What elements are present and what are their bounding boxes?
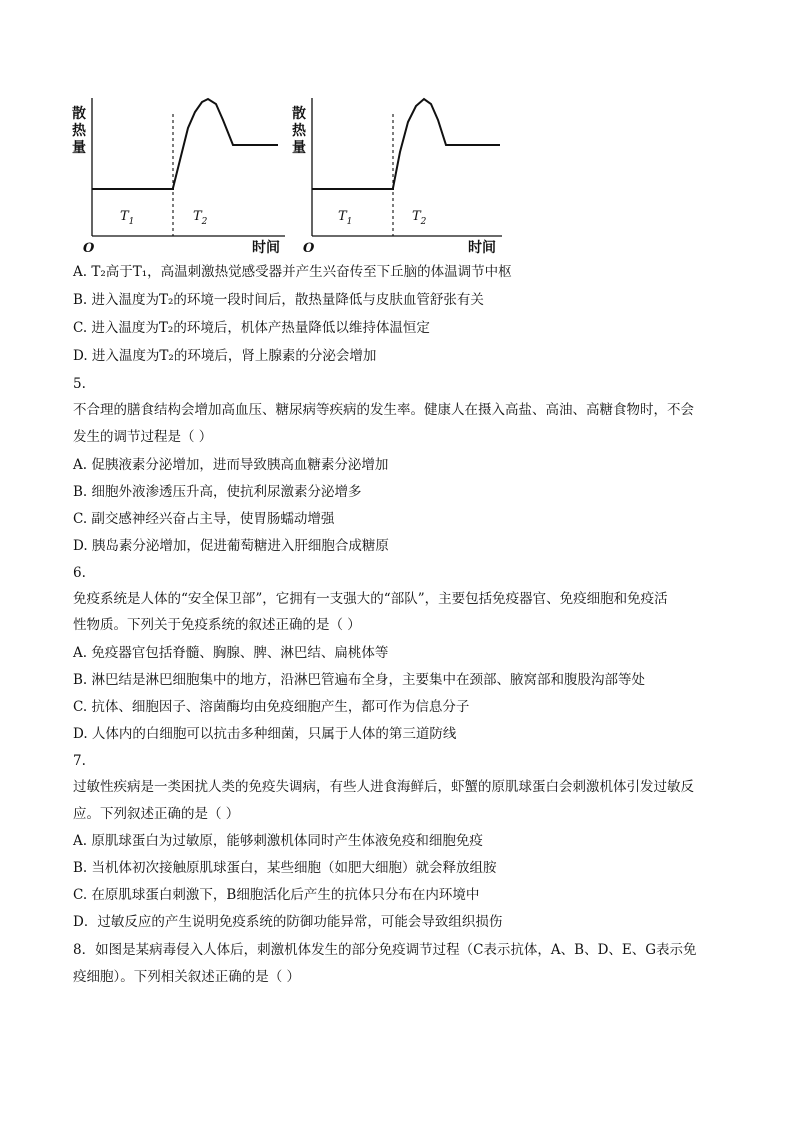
option-4b: B. 进入温度为T₂的环境一段时间后，散热量降低与皮肤血管舒张有关: [73, 292, 484, 308]
option-6a: A. 免疫器官包括脊髓、胸腺、脾、淋巴结、扁桃体等: [73, 645, 389, 661]
question-8-stem-cont: 疫细胞）。下列相关叙述正确的是（ ）: [73, 969, 301, 985]
question-7-stem-cont: 应。下列叙述正确的是（ ）: [73, 806, 240, 822]
question-6-stem-cont: 性物质。下列关于免疫系统的叙述正确的是（ ）: [73, 617, 361, 633]
question-6-stem: 免疫系统是人体的“安全保卫部”，它拥有一支强大的“部队”，主要包括免疫器官、免疫细胞和免疫活: [73, 591, 668, 607]
option-6c: C. 抗体、细胞因子、溶菌酶均由免疫细胞产生，都可作为信息分子: [73, 699, 470, 715]
ylabel-char: 量: [292, 140, 306, 156]
ylabel-char: 热: [292, 123, 306, 139]
region-t1-label: $T_1$: [338, 209, 353, 227]
option-7d: D．过敏反应的产生说明免疫系统的防御功能异常，可能会导致组织损伤: [73, 914, 503, 930]
option-6d: D. 人体内的白细胞可以抗击多种细菌，只属于人体的第三道防线: [73, 726, 457, 742]
heat-curve: [312, 99, 500, 189]
option-6b: B. 淋巴结是淋巴细胞集中的地方，沿淋巴管遍布全身，主要集中在颈部、腋窝部和腹股沟部等处: [73, 672, 646, 688]
ylabel-char: 热: [72, 123, 86, 139]
question-7-stem: 过敏性疾病是一类困扰人类的免疫失调病，有些人进食海鲜后，虾蟹的原肌球蛋白会刺激机体引发过敏反: [73, 779, 694, 795]
option-4a: A. T₂高于T₁，高温刺激热觉感受器并产生兴奋传至下丘脑的体温调节中枢: [73, 264, 512, 280]
figure-panel-1: [72, 98, 285, 256]
option-5b: B. 细胞外液渗透压升高，使抗利尿激素分泌增多: [73, 484, 362, 500]
question-number-7: 7.: [73, 753, 86, 769]
x-axis-label: 时间: [468, 240, 496, 256]
region-t1-label: $T_1$: [120, 209, 135, 227]
option-5d: D. 胰岛素分泌增加，促进葡萄糖进入肝细胞合成糖原: [73, 538, 389, 554]
region-t2-label: $T_2$: [193, 209, 208, 227]
option-7b: B. 当机体初次接触原肌球蛋白，某些细胞（如肥大细胞）就会释放组胺: [73, 860, 497, 876]
figure-panel-2: [292, 98, 502, 256]
x-axis-label: 时间: [252, 240, 280, 256]
question-5-stem-cont: 发生的调节过程是（ ）: [73, 429, 213, 445]
ylabel-char: 散: [292, 106, 306, 122]
option-7c: C. 在原肌球蛋白刺激下，B细胞活化后产生的抗体只分布在内环境中: [73, 887, 480, 903]
option-4c: C. 进入温度为T₂的环境后，机体产热量降低以维持体温恒定: [73, 320, 430, 336]
ylabel-char: 散: [72, 106, 86, 122]
region-t2-label: $T_2$: [412, 209, 427, 227]
ylabel-char: 量: [72, 140, 86, 156]
heat-curve: [92, 99, 278, 189]
figure-svg: [70, 92, 530, 260]
option-4d: D. 进入温度为T₂的环境后，肾上腺素的分泌会增加: [73, 348, 377, 364]
question-8-stem: 8．如图是某病毒侵入人体后，刺激机体发生的部分免疫调节过程（C表示抗体，A、B、D、E、G表示免: [73, 942, 697, 958]
question-5-stem: 不合理的膳食结构会增加高血压、糖尿病等疾病的发生率。健康人在摄入高盐、高油、高糖食物时，不会: [73, 402, 694, 418]
option-5a: A. 促胰液素分泌增加，进而导致胰高血糖素分泌增加: [73, 457, 389, 473]
origin-label: O: [83, 241, 95, 256]
question-number-5: 5.: [73, 376, 86, 392]
question-number-6: 6.: [73, 565, 86, 581]
option-7a: A. 原肌球蛋白为过敏原，能够刺激机体同时产生体液免疫和细胞免疫: [73, 833, 483, 849]
origin-label: O: [303, 241, 315, 256]
heat-dissipation-figures: [70, 92, 530, 260]
option-5c: C. 副交感神经兴奋占主导，使胃肠蠕动增强: [73, 511, 335, 527]
